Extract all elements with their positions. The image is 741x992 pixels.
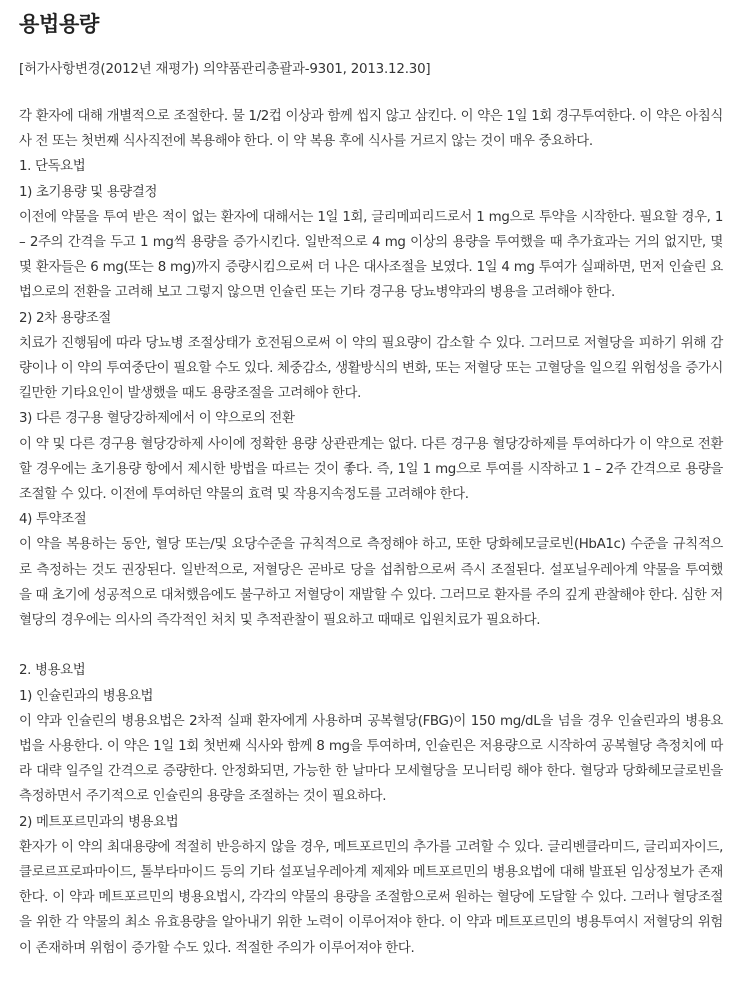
subsection-heading-secondary-adjustment: 2) 2차 용량조절 [19,310,111,326]
section-heading-combination: 2. 병용요법 [19,663,86,679]
blank-line [19,633,723,658]
paragraph-switching: 이 약 및 다른 경구용 혈당강하제 사이에 정확한 용량 상관관계는 없다. 다른 경구용 혈당강하제를 투여하다가 이 약으로 전환할 경우에는 초기용량 항에서 제시한 방법을 따르는 것이 좋다. 즉, 1일 1 mg으로 투여를 시작하고 1 – 2주 간격으로 용량을 조절할 수 있다. 이전에 투여하던 약물의 효력 및 작용지속정도를 고려해야 한다. [19,436,723,503]
page-title: 용법용량 [19,12,99,36]
intro-paragraph: 각 환자에 대해 개별적으로 조절한다. 물 1/2컵 이상과 함께 씹지 않고 삼킨다. 이 약은 1일 1회 경구투여한다. 이 약은 아침식사 전 또는 첫번째 식사직전에 복용해야 한다. 이 약 복용 후에 식사를 거르지 않는 것이 매우 중요하다. [19,109,723,150]
subsection-heading-metformin: 2) 메트포르민과의 병용요법 [19,814,179,830]
subsection-heading-switching: 3) 다른 경구용 혈당강하제에서 이 약으로의 전환 [19,411,295,427]
dosage-content [19,104,723,961]
revision-note: [허가사항변경(2012년 재평가) 의약품관리총괄과-9301, 2013.12.30] [19,62,431,77]
paragraph-initial-dose: 이전에 약물을 투여 받은 적이 없는 환자에 대해서는 1일 1회, 글리메피리드로서 1 mg으로 투약을 시작한다. 필요할 경우, 1 – 2주의 간격을 두고 1 mg씩 용량을 증가시킨다. 일반적으로 4 mg 이상의 용량을 투여했을 때 추가효과는 거의 없지만, 몇몇 환자들은 6 mg(또는 8 mg)까지 증량시킴으로써 더 나은 대사조절을 보였다. 1일 4 mg 투여가 실패하면, 먼저 인슐린 요법으로의 전환을 고려해 보고 그렇지 않으면 인슐린 또는 기타 경구용 당뇨병약과의 병용을 고려해야 한다. [19,209,723,301]
paragraph-dose-control: 이 약을 복용하는 동안, 혈당 또는/및 요당수준을 규칙적으로 측정해야 하고, 또한 당화헤모글로빈(HbA1c) 수준을 규칙적으로 측정하는 것도 권장된다. 일반적으로, 저혈당은 곧바로 당을 섭취함으로써 즉시 조절된다. 설포닐우레아계 약물을 투여했을 때 초기에 성공적으로 대처했음에도 불구하고 저혈당이 재발할 수 있다. 그러므로 환자를 주의 깊게 관찰해야 한다. 심한 저혈당의 경우에는 의사의 즉각적인 처치 및 추적관찰이 필요하고 때때로 입원치료가 필요하다. [19,537,723,629]
paragraph-secondary-adjustment: 치료가 진행됨에 따라 당뇨병 조절상태가 호전됨으로써 이 약의 필요량이 감소할 수 있다. 그러므로 저혈당을 피하기 위해 감량이나 이 약의 투여중단이 필요할 수도 있다. 체중감소, 생활방식의 변화, 또는 저혈당 또는 고혈당을 일으킬 위험성을 증가시킬만한 기타요인이 발생했을 때도 용량조절을 고려해야 한다. [19,335,723,402]
section-heading-monotherapy: 1. 단독요법 [19,159,86,175]
subsection-heading-initial-dose: 1) 초기용량 및 용량결정 [19,184,158,200]
paragraph-metformin: 환자가 이 약의 최대용량에 적절히 반응하지 않을 경우, 메트포르민의 추가를 고려할 수 있다. 글리벤클라미드, 글리피자이드, 클로르프로파마이드, 톨부타마이드 등의 기타 설포닐우레아계 제제와 메트포르민의 병용요법에 대해 발표된 임상정보가 존재한다. 이 약과 메트포르민의 병용요법시, 각각의 약물의 용량을 조절함으로써 원하는 혈당에 도달할 수 있다. 그러나 혈당조절을 위한 각 약물의 최소 유효용량을 알아내기 위한 노력이 이루어져야 한다. 이 약과 메트포르민의 병용투여시 저혈당의 위험이 존재하며 위험이 증가할 수도 있다. 적절한 주의가 이루어져야 한다. [19,839,723,956]
subsection-heading-insulin: 1) 인슐린과의 병용요법 [19,688,154,704]
subsection-heading-dose-control: 4) 투약조절 [19,512,87,528]
paragraph-insulin: 이 약과 인슐린의 병용요법은 2차적 실패 환자에게 사용하며 공복혈당(FBG)이 150 mg/dL을 넘을 경우 인슐린과의 병용요법을 사용한다. 이 약은 1일 1회 첫번째 식사와 함께 8 mg을 투여하며, 인슐린은 저용량으로 시작하여 공복혈당 측정치에 따라 대략 일주일 간격으로 증량한다. 안정화되면, 가능한 한 날마다 모세혈당을 모니터링 해야 한다. 혈당과 당화헤모글로빈을 측정하면서 주기적으로 인슐린의 용량을 조절하는 것이 필요하다. [19,713,723,805]
